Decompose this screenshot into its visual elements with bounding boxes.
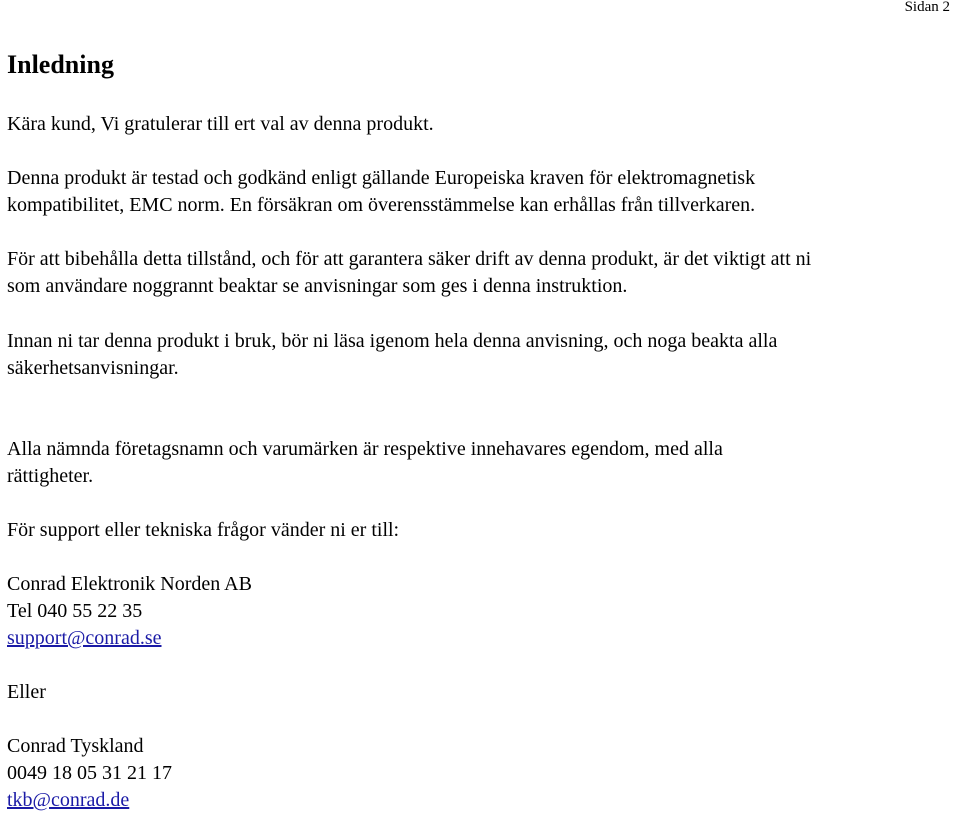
read-instructions-paragraph <box>7 328 777 382</box>
safety-text-line-2: som användare noggrannt beaktar se anvisningar som ges i denna instruktion. <box>7 275 628 297</box>
contact-germany-email-link[interactable]: tkb@conrad.de <box>7 789 130 811</box>
contact-nordic-name: Conrad Elektronik Norden AB <box>7 573 252 595</box>
contact-germany-phone: 0049 18 05 31 21 17 <box>7 762 172 784</box>
read-text-line-1: Innan ni tar denna produkt i bruk, bör ni läsa igenom hela denna anvisning, och noga beakta alla <box>7 330 778 352</box>
support-intro-text: För support eller tekniska frågor vänder ni er till: <box>7 519 400 541</box>
read-text-line-2: säkerhetsanvisningar. <box>7 357 179 379</box>
page-title: Inledning <box>7 50 114 79</box>
or-text: Eller <box>7 681 46 703</box>
or-label <box>7 679 46 706</box>
trademark-paragraph <box>7 436 723 490</box>
contact-germany <box>7 733 172 814</box>
emc-paragraph <box>7 165 755 219</box>
support-intro-paragraph <box>7 517 399 544</box>
trademark-text-line-2: rättigheter. <box>7 465 94 487</box>
safety-paragraph <box>7 246 811 300</box>
contact-germany-name: Conrad Tyskland <box>7 735 144 757</box>
safety-text-line-1: För att bibehålla detta tillstånd, och för att garantera säker drift av denna produkt, är det viktigt att ni <box>7 248 812 270</box>
greeting-text: Kära kund, Vi gratulerar till ert val av denna produkt. <box>7 113 434 135</box>
emc-text-line-2: kompatibilitet, EMC norm. En försäkran om överensstämmelse kan erhållas från tillverkaren. <box>7 194 756 216</box>
contact-nordic-phone: Tel 040 55 22 35 <box>7 600 143 622</box>
emc-text-line-1: Denna produkt är testad och godkänd enligt gällande Europeiska kraven för elektromagnetisk <box>7 167 756 189</box>
page-number: Sidan 2 <box>904 0 950 15</box>
greeting-paragraph <box>7 111 434 138</box>
trademark-text-line-1: Alla nämnda företagsnamn och varumärken är respektive innehavares egendom, med alla <box>7 438 723 460</box>
contact-nordic-email-link[interactable]: support@conrad.se <box>7 627 162 649</box>
contact-nordic <box>7 571 252 652</box>
